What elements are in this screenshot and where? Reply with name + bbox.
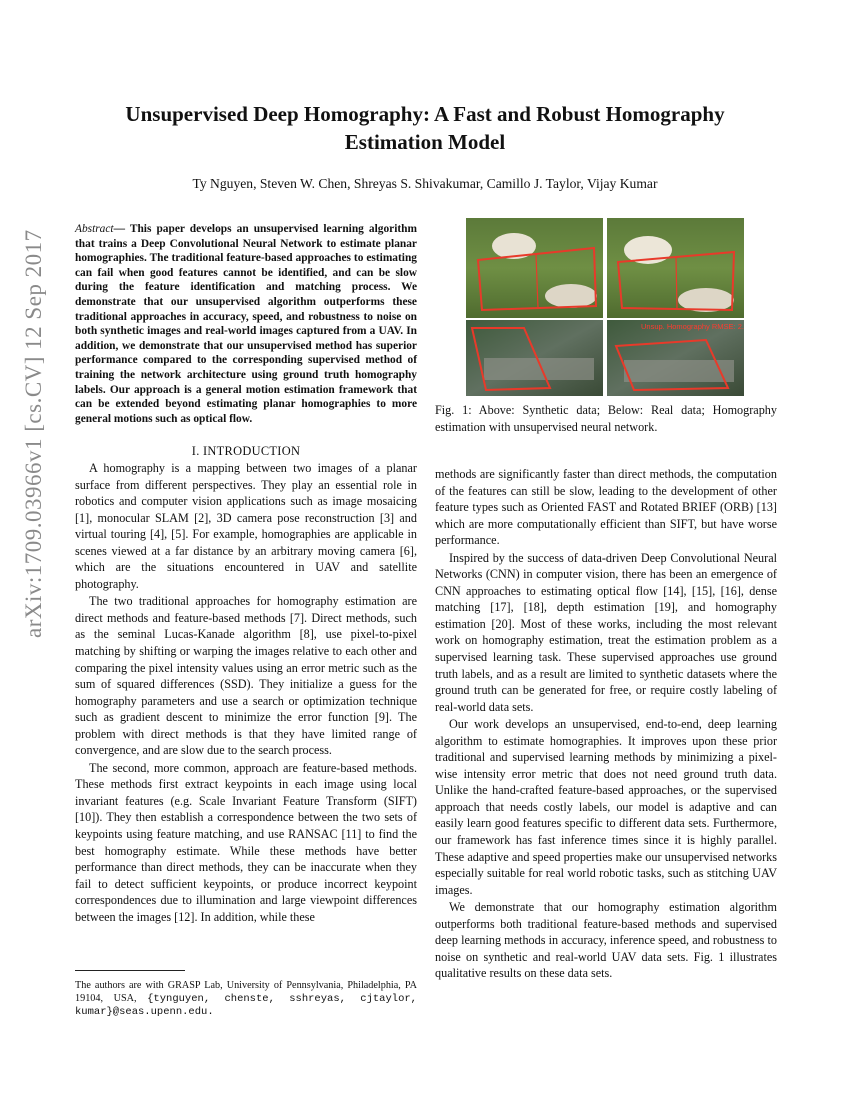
paper-title-line-2: Estimation Model bbox=[344, 130, 506, 154]
intro-paragraph-2: The two traditional approaches for homography estimation are direct methods and feature-based methods [7]. Direct methods, such as the seminal Lucas-Kanade algorithm [8], use pixel-to-pixel matching by shifting or warping the images relative to each other and comparing the pixel intensity values using an error metric such as the sum of squared differences (SSD). They initialize a guess for the homography parameters and use a search or optimization technique such as gradient descent to minimize the error function [9]. The problem with direct methods is that they have limited range of convergence, and are slow due to the search process. bbox=[75, 594, 417, 758]
real-image-right bbox=[607, 320, 744, 396]
abstract bbox=[75, 222, 417, 426]
section-heading-introduction: I. INTRODUCTION bbox=[191, 444, 301, 458]
footnote-affiliation: The authors are with GRASP Lab, University of Pennsylvania, Philadelphia, PA 19104, USA, bbox=[75, 980, 417, 1004]
intro-paragraph-1: A homography is a mapping between two images of a planar surface from different perspectives. They play an essential role in robotics and computer vision applications such as image mosaicing [1], monocular SLAM [2], 3D camera pose reconstruction [3] and virtual touring [4], [5]. For example, homographies are applicable in scenes viewed at a far distance by an arbitrary moving camera [6], which are the situations encountered in UAV and satellite photography. bbox=[75, 461, 417, 591]
intro-paragraph-7: We demonstrate that our homography estimation algorithm outperforms both traditional feature-based methods and supervised deep learning methods in accuracy, inference speed, and robustness to noise on synthetic and real-world UAV data sets. Fig. 1 illustrates qualitative results on these data sets. bbox=[435, 900, 777, 981]
right-column-body bbox=[435, 466, 777, 982]
figure-1 bbox=[466, 218, 744, 401]
intro-paragraph-6: Our work develops an unsupervised, end-to-end, deep learning algorithm to estimate homographies. It improves upon these prior traditional and supervised learning methods by minimizing a pixel-wise intensity error metric that does not need ground truth data. Unlike the hand-crafted feature-based approaches, or the supervised approach that needs costly labels, our model is adaptive and can easily learn good features specific to different data sets. Furthermore, our framework has fast inference times since it is highly parallel. These adaptive and speed properties make our unsupervised networks especially suitable for real world robotic tasks, such as stitching UAV images. bbox=[435, 717, 777, 897]
figure-1-image bbox=[466, 218, 744, 396]
paper-title-line-1: Unsupervised Deep Homography: A Fast and Robust Homography bbox=[125, 102, 725, 126]
sheep-left-2 bbox=[545, 284, 597, 308]
affiliation-footnote bbox=[75, 980, 417, 1019]
figure-1-caption: Fig. 1: Above: Synthetic data; Below: Real data; Homography estimation with unsupervised neural network. bbox=[435, 403, 777, 434]
figure-overlay-text: Unsup. Homography RMSE: 2.16 bbox=[641, 322, 744, 331]
author-list: Ty Nguyen, Steven W. Chen, Shreyas S. Shivakumar, Camillo J. Taylor, Vijay Kumar bbox=[192, 176, 658, 191]
abstract-lead: Abstract bbox=[75, 223, 114, 235]
footnote-emails: {tynguyen, chenste, sshreyas, cjtaylor, kumar}@seas.upenn.edu. bbox=[75, 992, 417, 1018]
intro-paragraph-4: methods are significantly faster than direct methods, the computation of the features can still be slow, leading to the development of other feature types such as Oriented FAST and Rotated BRIEF (ORB) [13] which are more computationally efficient than SIFT, but have worse performance. bbox=[435, 467, 777, 548]
intro-paragraph-3: The second, more common, approach are feature-based methods. These methods first extract keypoints in each image using local invariant features (e.g. Scale Invariant Feature Transform (SIFT) [10]). They then establish a correspondence between the two sets of keypoints using feature matching, and use RANSAC [11] to find the best homography estimate. While these methods have better performance than direct methods, they can be inaccurate when they fail to detect sufficient keypoints, or produce incorrect keypoint correspondences due to illumination and large viewpoint differences between the images [12]. In addition, while these bbox=[75, 760, 417, 924]
left-column-body bbox=[75, 460, 417, 925]
footnote-rule bbox=[75, 970, 185, 971]
abstract-text: — This paper develops an unsupervised learning algorithm that trains a Deep Convolutional Neural Network to estimate planar homographies. The traditional feature-based approaches to estimating can fail when good features cannot be identified, and can be slow during the feature identification and matching process. We demonstrate that our unsupervised algorithm outperforms these traditional approaches in accuracy, speed, and robustness to noise on both synthetic images and real-world images captured from a UAV. In addition, we demonstrate that our unsupervised method has superior performance compared to the corresponding supervised method of training the network architecture using ground truth homography labels. Our approach is a general motion estimation framework that can be extended beyond estimating planar homographies to more general motions such as optical flow. bbox=[75, 223, 417, 425]
intro-paragraph-5: Inspired by the success of data-driven Deep Convolutional Neural Networks (CNN) in computer vision, there has been an emergence of CNN approaches to estimating optical flow [14], [15], [16], dense matching [17], [18], depth estimation [19], and homography estimation [20]. Most of these works, including the most relevant work on homography estimation, treat the estimation problem as a supervised learning task. These supervised approaches use ground truth labels, and as a result are limited to synthetic datasets where the ground truth can be generated for free, or require costly labeling of real-world data sets. bbox=[435, 550, 777, 714]
paper-title bbox=[0, 100, 850, 156]
arxiv-sidebar-stamp: arXiv:1709.03966v1 [cs.CV] 12 Sep 2017 bbox=[21, 229, 46, 638]
